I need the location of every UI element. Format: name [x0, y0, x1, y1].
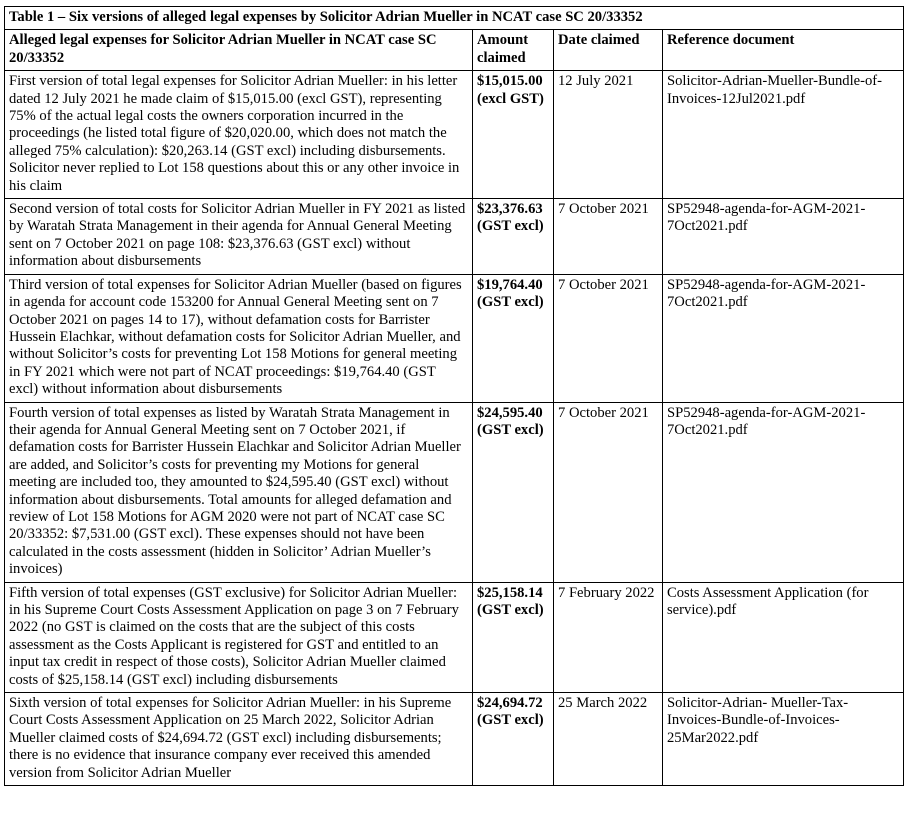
row-amount	[473, 71, 554, 199]
row-reference: Costs Assessment Application (for service).pdf	[663, 582, 904, 692]
table-row	[5, 582, 904, 692]
table-row	[5, 402, 904, 582]
row-date: 12 July 2021	[554, 71, 663, 199]
amount-value: $19,764.40	[477, 276, 543, 293]
amount-value: $25,158.14	[477, 584, 543, 601]
row-description: Second version of total costs for Solicitor Adrian Mueller in FY 2021 as listed by Waratah Strata Management in their agenda for Annual General Meeting sent on 7 October 2021 on page 108: $23,376.63 (GST excl) without information about disbursements	[5, 199, 473, 275]
table-row	[5, 274, 904, 402]
amount-note: (excl GST)	[477, 90, 544, 107]
table-caption-row	[5, 7, 904, 30]
amount-value: $24,694.72	[477, 695, 543, 712]
amount-note: (GST excl)	[477, 712, 544, 729]
table-row	[5, 693, 904, 786]
amount-note: (GST excl)	[477, 218, 544, 235]
header-reference: Reference document	[663, 30, 904, 71]
row-description: Third version of total expenses for Solicitor Adrian Mueller (based on figures in agenda for account code 153200 for Annual General Meeting sent on 7 October 2021 on pages 14 to 17), without defamation costs for Barrister Hussein Elachkar, without defamation costs for Solicitor Adrian Mueller, and without Solicitor’s costs for preventing Lot 158 Motions for general meeting in FY 2021 which were not part of NCAT proceedings: $19,764.40 (GST excl) without information about disbursements	[5, 274, 473, 402]
row-reference: Solicitor-Adrian- Mueller-Tax-Invoices-Bundle-of-Invoices-25Mar2022.pdf	[663, 693, 904, 786]
row-reference: SP52948-agenda-for-AGM-2021-7Oct2021.pdf	[663, 402, 904, 582]
row-date: 7 October 2021	[554, 402, 663, 582]
row-description: Fifth version of total expenses (GST exclusive) for Solicitor Adrian Mueller: in his Supreme Court Costs Assessment Application on page 3 on 7 February 2022 (no GST is claimed on the costs that are the subject of this costs assessment as the Costs Applicant is registered for GST and entitled to an input tax credit in respect of those costs), Solicitor Adrian Mueller claimed costs of $25,158.14 (GST excl) including disbursements	[5, 582, 473, 692]
table-header-row	[5, 30, 904, 71]
header-amount: Amount claimed	[473, 30, 554, 71]
expenses-table	[4, 6, 904, 786]
amount-note: (GST excl)	[477, 421, 544, 438]
amount-note: (GST excl)	[477, 602, 544, 618]
row-date: 7 October 2021	[554, 274, 663, 402]
amount-value: $15,015.00	[477, 73, 543, 90]
row-amount	[473, 693, 554, 786]
table-row	[5, 199, 904, 275]
row-reference: Solicitor-Adrian-Mueller-Bundle-of-Invoices-12Jul2021.pdf	[663, 71, 904, 199]
row-date: 25 March 2022	[554, 693, 663, 786]
row-description: First version of total legal expenses for Solicitor Adrian Mueller: in his letter dated 12 July 2021 he made claim of $15,015.00 (excl GST), representing 75% of the actual legal costs the owners corporation incurred in the proceedings (he listed total figure of $20,020.00, which does not match the alleged 75% calculation): $20,263.14 (GST excl) including disbursements. Solicitor never replied to Lot 158 questions about this or any other invoice in his claim	[5, 71, 473, 199]
row-amount	[473, 199, 554, 275]
row-date: 7 October 2021	[554, 199, 663, 275]
row-date: 7 February 2022	[554, 582, 663, 692]
header-description: Alleged legal expenses for Solicitor Adrian Mueller in NCAT case SC 20/33352	[5, 30, 473, 71]
amount-value: $23,376.63	[477, 201, 543, 218]
row-description: Fourth version of total expenses as listed by Waratah Strata Management in their agenda for Annual General Meeting sent on 7 October 2021, if defamation costs for Barrister Hussein Elachkar and Solicitor Adrian Mueller are added, and Solicitor’s costs for preventing my Motions for general meeting are included too, they amounted to $24,595.40 (GST excl) without information about disbursements. Total amounts for alleged defamation and review of Lot 158 Motions for AGM 2020 were not part of NCAT case SC 20/33352: $7,531.00 (GST excl). These expenses should not have been calculated in the costs assessment (hidden in Solicitor’ Adrian Mueller’s invoices)	[5, 402, 473, 582]
row-reference: SP52948-agenda-for-AGM-2021-7Oct2021.pdf	[663, 274, 904, 402]
table-row	[5, 71, 904, 199]
row-reference: SP52948-agenda-for-AGM-2021-7Oct2021.pdf	[663, 199, 904, 275]
row-amount	[473, 274, 554, 402]
amount-note: (GST excl)	[477, 294, 544, 311]
row-amount	[473, 582, 554, 692]
table-caption: Table 1 – Six versions of alleged legal expenses by Solicitor Adrian Mueller in NCAT case SC 20/33352	[5, 7, 904, 30]
row-description: Sixth version of total expenses for Solicitor Adrian Mueller: in his Supreme Court Costs Assessment Application on 25 March 2022, Solicitor Adrian Mueller claimed costs of $24,694.72 (GST excl) including disbursements; there is no evidence that insurance company ever received this amended version from Solicitor Adrian Mueller	[5, 693, 473, 786]
row-amount	[473, 402, 554, 582]
header-date: Date claimed	[554, 30, 663, 71]
amount-value: $24,595.40	[477, 404, 543, 421]
